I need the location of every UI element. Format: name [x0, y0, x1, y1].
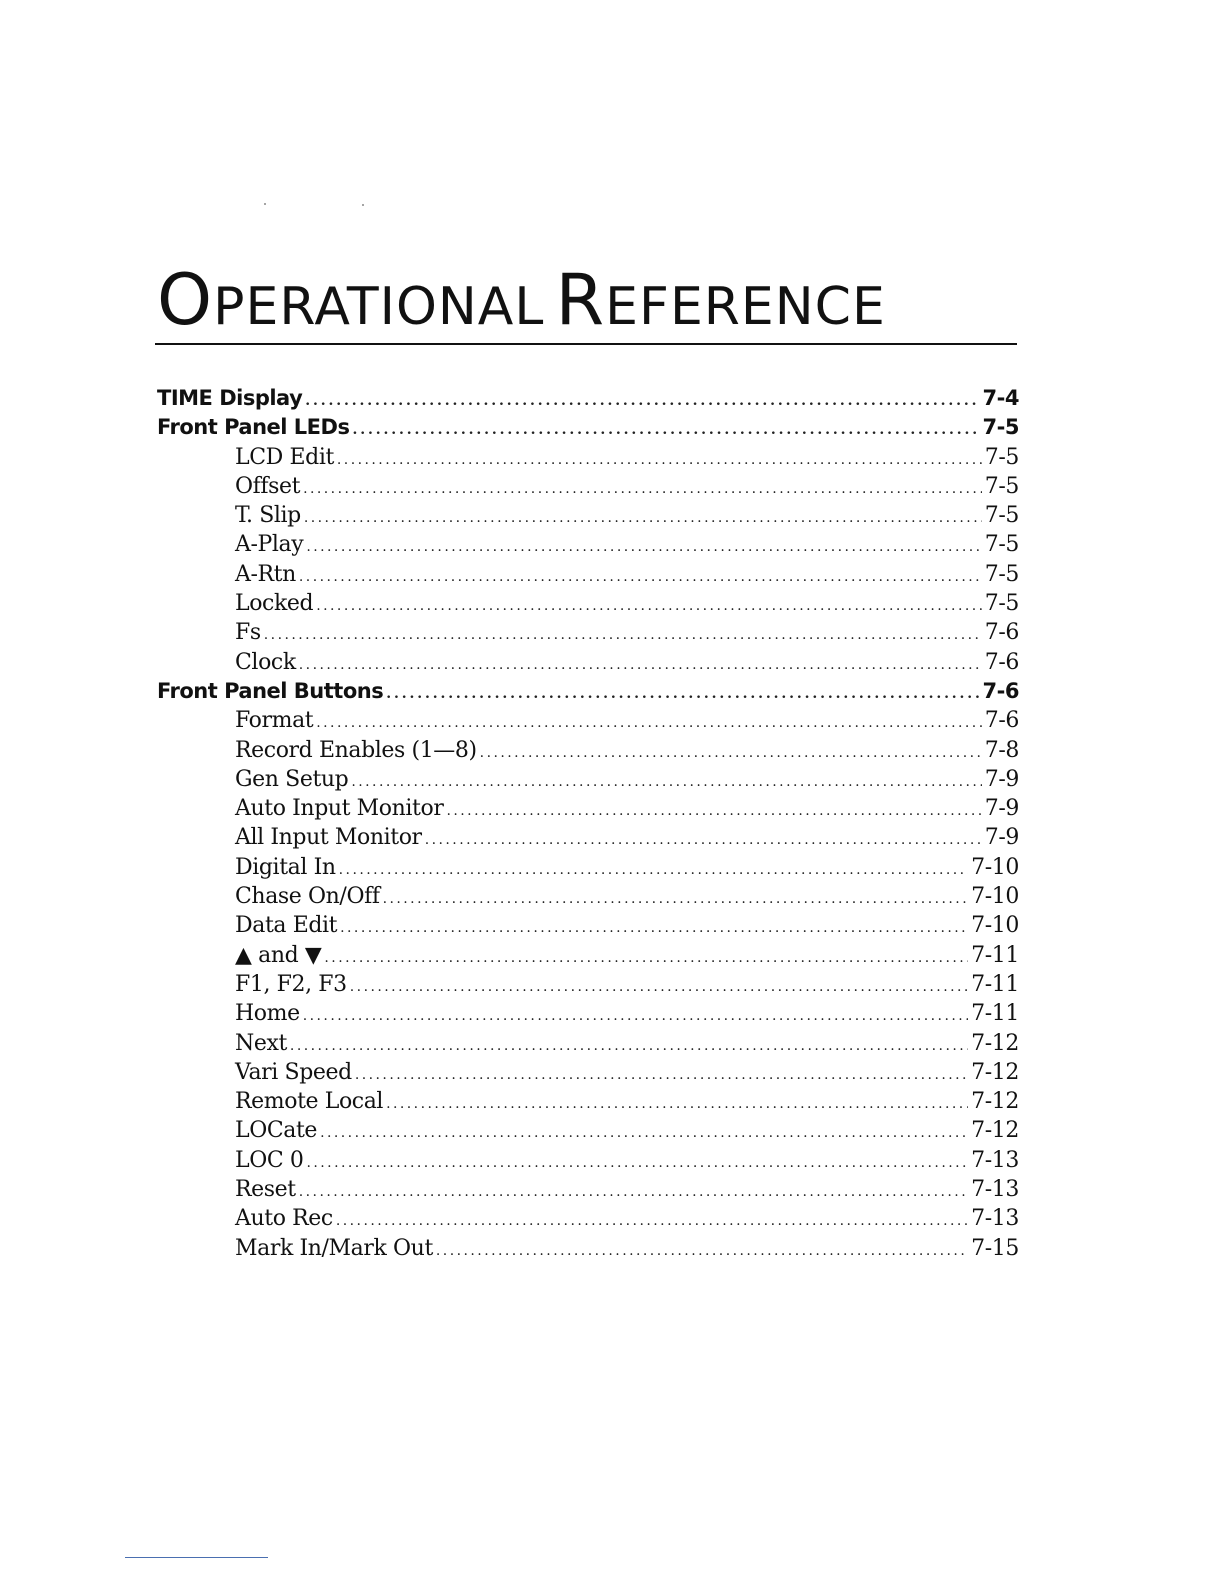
toc-entry-label: Home	[235, 1001, 300, 1027]
dot-leader	[316, 598, 982, 614]
dot-leader	[305, 393, 979, 409]
title-divider	[155, 343, 1017, 345]
toc-entry-page-number: 7-8	[984, 737, 1019, 763]
dot-leader	[425, 832, 982, 848]
toc-subentry	[157, 738, 1019, 767]
toc-entry-label: Mark In/Mark Out	[235, 1235, 433, 1261]
toc-subentry	[157, 1206, 1019, 1235]
dot-leader	[383, 891, 969, 907]
toc-entry-label: Gen Setup	[235, 766, 349, 792]
toc-entry-label: Locked	[235, 591, 314, 617]
toc-subentry	[157, 796, 1019, 825]
toc-entry-label: LOCate	[235, 1118, 318, 1144]
dot-leader	[339, 862, 969, 878]
toc-entry-page-number: 7-5	[984, 503, 1019, 529]
dot-leader	[386, 686, 979, 702]
toc-subentry	[157, 1118, 1019, 1147]
toc-entry-page-number: 7-5	[984, 444, 1019, 470]
toc-subentry	[157, 884, 1019, 913]
dot-leader	[446, 803, 981, 819]
dot-leader	[316, 715, 982, 731]
toc-entry-page-number: 7-6	[984, 620, 1019, 646]
dot-leader	[386, 1096, 968, 1112]
toc-entry-page-number: 7-13	[971, 1177, 1019, 1203]
title-initial-o: O	[157, 259, 214, 342]
dot-leader	[303, 481, 982, 497]
dot-leader	[350, 979, 968, 995]
toc-subentry	[157, 591, 1019, 620]
toc-entry-label: Front Panel Buttons	[157, 678, 384, 703]
scan-speck	[362, 204, 364, 206]
toc-entry-page-number: 7-5	[984, 473, 1019, 499]
dot-leader	[436, 1243, 968, 1259]
toc-subentry	[157, 855, 1019, 884]
toc-subentry	[157, 1148, 1019, 1177]
toc-entry-label: Digital In	[235, 854, 336, 880]
title-initial-r: R	[555, 259, 606, 342]
toc-section-entry	[157, 415, 1019, 444]
toc-subentry	[157, 972, 1019, 1001]
dot-leader	[324, 950, 968, 966]
toc-entry-label: F1, F2, F3	[235, 971, 347, 997]
toc-section-entry	[157, 386, 1019, 415]
toc-entry-label: Record Enables (1—8)	[235, 737, 477, 763]
toc-entry-page-number: 7-12	[971, 1089, 1019, 1115]
toc-entry-label: Data Edit	[235, 913, 338, 939]
dot-leader	[320, 1125, 968, 1141]
toc-entry-page-number: 7-13	[971, 1147, 1019, 1173]
toc-entry-page-number: 7-4	[982, 386, 1019, 410]
dot-leader	[306, 539, 981, 555]
dot-leader	[355, 1067, 968, 1083]
toc-entry-label: Chase On/Off	[235, 884, 380, 910]
toc-subentry	[157, 620, 1019, 649]
dot-leader	[340, 920, 968, 936]
toc-subentry	[157, 650, 1019, 679]
dot-leader	[337, 452, 982, 468]
toc-subentry	[157, 913, 1019, 942]
toc-subentry	[157, 1236, 1019, 1265]
toc-entry-label: LCD Edit	[235, 444, 334, 470]
toc-entry-page-number: 7-11	[971, 942, 1019, 968]
dot-leader	[480, 745, 982, 761]
toc-entry-page-number: 7-12	[971, 1059, 1019, 1085]
title-word-operational: PERATIONAL	[213, 277, 545, 338]
dot-leader	[290, 1038, 968, 1054]
toc-entry-page-number: 7-9	[984, 825, 1019, 851]
toc-entry-page-number: 7-11	[971, 971, 1019, 997]
toc-entry-label: T. Slip	[235, 503, 301, 529]
toc-entry-page-number: 7-6	[982, 678, 1019, 703]
toc-subentry	[157, 1089, 1019, 1118]
toc-entry-page-number: 7-11	[971, 1001, 1019, 1027]
toc-entry-label: A-Rtn	[235, 561, 296, 587]
toc-entry-label: Front Panel LEDs	[157, 415, 350, 440]
toc-entry-label: Auto Rec	[235, 1206, 333, 1232]
toc-entry-label: Vari Speed	[235, 1059, 352, 1085]
table-of-contents	[157, 386, 1019, 1265]
title-word-reference: EFERENCE	[605, 277, 886, 338]
toc-subentry	[157, 445, 1019, 474]
dot-leader	[304, 510, 982, 526]
dot-leader	[299, 569, 982, 585]
scan-speck	[264, 203, 266, 205]
toc-entry-label: Fs	[235, 620, 261, 646]
footer-divider	[125, 1557, 268, 1558]
page-title	[157, 259, 886, 342]
dot-leader	[303, 1008, 968, 1024]
toc-subentry	[157, 503, 1019, 532]
toc-subentry	[157, 1001, 1019, 1030]
toc-entry-page-number: 7-6	[984, 649, 1019, 675]
toc-subentry	[157, 1060, 1019, 1089]
toc-entry-page-number: 7-13	[971, 1206, 1019, 1232]
dot-leader	[299, 657, 982, 673]
toc-entry-page-number: 7-10	[971, 854, 1019, 880]
toc-subentry	[157, 562, 1019, 591]
toc-entry-label: Remote Local	[235, 1089, 384, 1115]
toc-entry-label: TIME Display	[157, 386, 303, 410]
toc-entry-page-number: 7-5	[984, 532, 1019, 558]
dot-leader	[351, 774, 981, 790]
toc-entry-label: ▲ and ▼	[235, 942, 322, 968]
toc-entry-page-number: 7-9	[984, 766, 1019, 792]
toc-subentry	[157, 943, 1019, 972]
toc-entry-page-number: 7-5	[982, 415, 1019, 440]
toc-entry-label: Clock	[235, 649, 296, 675]
toc-subentry	[157, 1177, 1019, 1206]
toc-entry-label: LOC 0	[235, 1147, 304, 1173]
toc-subentry	[157, 825, 1019, 854]
toc-entry-page-number: 7-10	[971, 913, 1019, 939]
toc-entry-page-number: 7-10	[971, 884, 1019, 910]
toc-entry-label: Next	[235, 1030, 287, 1056]
toc-entry-label: Reset	[235, 1177, 296, 1203]
toc-entry-page-number: 7-12	[971, 1118, 1019, 1144]
toc-subentry	[157, 708, 1019, 737]
toc-entry-page-number: 7-9	[984, 796, 1019, 822]
toc-entry-label: Format	[235, 708, 314, 734]
toc-entry-label: Auto Input Monitor	[235, 796, 444, 822]
toc-entry-label: All Input Monitor	[235, 825, 422, 851]
toc-subentry	[157, 767, 1019, 796]
dot-leader	[264, 627, 982, 643]
dot-leader	[352, 422, 979, 438]
dot-leader	[336, 1213, 968, 1229]
toc-entry-page-number: 7-15	[971, 1235, 1019, 1261]
toc-entry-label: A-Play	[235, 532, 304, 558]
toc-entry-page-number: 7-6	[984, 708, 1019, 734]
toc-entry-page-number: 7-5	[984, 591, 1019, 617]
toc-subentry	[157, 474, 1019, 503]
toc-entry-label: Offset	[235, 473, 301, 499]
toc-section-entry	[157, 679, 1019, 708]
toc-subentry	[157, 1031, 1019, 1060]
dot-leader	[306, 1155, 968, 1171]
toc-subentry	[157, 532, 1019, 561]
dot-leader	[299, 1184, 968, 1200]
toc-entry-page-number: 7-12	[971, 1030, 1019, 1056]
toc-entry-page-number: 7-5	[984, 561, 1019, 587]
